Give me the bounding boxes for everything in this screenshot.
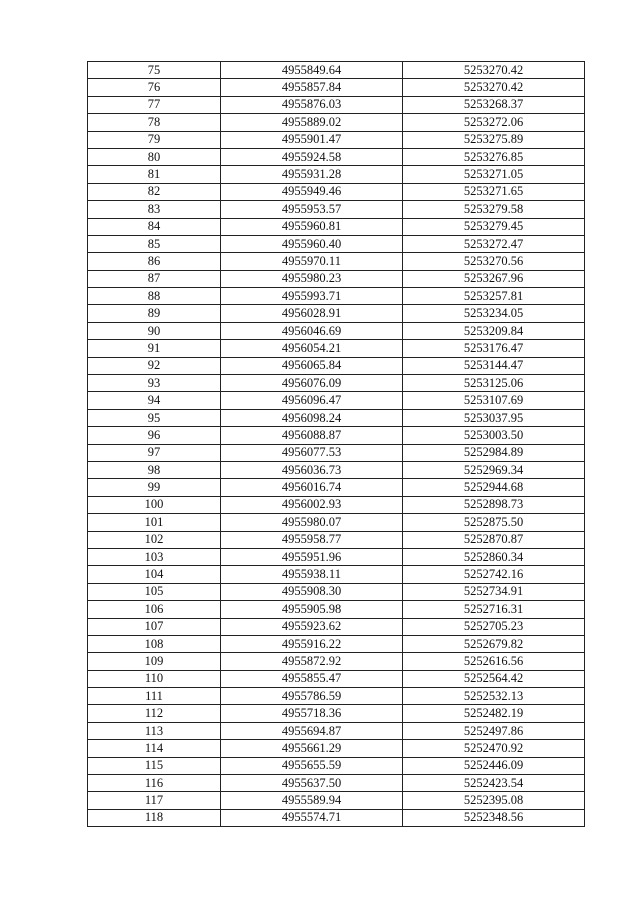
point-number-cell: 117 xyxy=(88,792,221,809)
x-coordinate-cell: 4956036.73 xyxy=(221,461,403,478)
point-number-cell: 98 xyxy=(88,461,221,478)
x-coordinate-cell: 4955637.50 xyxy=(221,775,403,792)
table-row xyxy=(88,166,585,183)
table-row xyxy=(88,461,585,478)
x-coordinate-cell: 4955872.92 xyxy=(221,653,403,670)
y-coordinate-cell: 5252969.34 xyxy=(403,461,585,478)
x-coordinate-cell: 4955718.36 xyxy=(221,705,403,722)
table-row xyxy=(88,444,585,461)
y-coordinate-cell: 5252875.50 xyxy=(403,514,585,531)
y-coordinate-cell: 5252944.68 xyxy=(403,479,585,496)
y-coordinate-cell: 5252860.34 xyxy=(403,548,585,565)
point-number-cell: 86 xyxy=(88,253,221,270)
table-row xyxy=(88,688,585,705)
point-number-cell: 85 xyxy=(88,235,221,252)
point-number-cell: 83 xyxy=(88,201,221,218)
point-number-cell: 101 xyxy=(88,514,221,531)
y-coordinate-cell: 5253037.95 xyxy=(403,409,585,426)
y-coordinate-cell: 5253209.84 xyxy=(403,322,585,339)
x-coordinate-cell: 4955589.94 xyxy=(221,792,403,809)
table-row xyxy=(88,792,585,809)
y-coordinate-cell: 5252742.16 xyxy=(403,566,585,583)
point-number-cell: 109 xyxy=(88,653,221,670)
x-coordinate-cell: 4955923.62 xyxy=(221,618,403,635)
point-number-cell: 91 xyxy=(88,340,221,357)
table-row xyxy=(88,705,585,722)
y-coordinate-cell: 5252446.09 xyxy=(403,757,585,774)
table-row xyxy=(88,757,585,774)
y-coordinate-cell: 5253257.81 xyxy=(403,288,585,305)
table-row xyxy=(88,653,585,670)
x-coordinate-cell: 4955993.71 xyxy=(221,288,403,305)
table-row xyxy=(88,235,585,252)
y-coordinate-cell: 5252348.56 xyxy=(403,809,585,826)
table-row xyxy=(88,201,585,218)
table-row xyxy=(88,670,585,687)
point-number-cell: 77 xyxy=(88,96,221,113)
x-coordinate-cell: 4956002.93 xyxy=(221,496,403,513)
coordinates-table xyxy=(87,61,585,827)
table-row xyxy=(88,322,585,339)
table-row xyxy=(88,740,585,757)
point-number-cell: 115 xyxy=(88,757,221,774)
point-number-cell: 82 xyxy=(88,183,221,200)
table-row xyxy=(88,775,585,792)
x-coordinate-cell: 4956098.24 xyxy=(221,409,403,426)
x-coordinate-cell: 4955901.47 xyxy=(221,131,403,148)
y-coordinate-cell: 5252705.23 xyxy=(403,618,585,635)
x-coordinate-cell: 4955655.59 xyxy=(221,757,403,774)
y-coordinate-cell: 5252564.42 xyxy=(403,670,585,687)
point-number-cell: 113 xyxy=(88,722,221,739)
x-coordinate-cell: 4955889.02 xyxy=(221,114,403,131)
table-row xyxy=(88,548,585,565)
table-row xyxy=(88,305,585,322)
x-coordinate-cell: 4956077.53 xyxy=(221,444,403,461)
y-coordinate-cell: 5253279.45 xyxy=(403,218,585,235)
point-number-cell: 102 xyxy=(88,531,221,548)
y-coordinate-cell: 5253144.47 xyxy=(403,357,585,374)
x-coordinate-cell: 4955960.40 xyxy=(221,235,403,252)
x-coordinate-cell: 4955958.77 xyxy=(221,531,403,548)
table-row xyxy=(88,270,585,287)
point-number-cell: 89 xyxy=(88,305,221,322)
point-number-cell: 93 xyxy=(88,375,221,392)
table-row xyxy=(88,131,585,148)
point-number-cell: 99 xyxy=(88,479,221,496)
point-number-cell: 78 xyxy=(88,114,221,131)
point-number-cell: 105 xyxy=(88,583,221,600)
table-row xyxy=(88,809,585,826)
point-number-cell: 106 xyxy=(88,601,221,618)
y-coordinate-cell: 5252497.86 xyxy=(403,722,585,739)
point-number-cell: 94 xyxy=(88,392,221,409)
y-coordinate-cell: 5252734.91 xyxy=(403,583,585,600)
y-coordinate-cell: 5252616.56 xyxy=(403,653,585,670)
table-row xyxy=(88,531,585,548)
table-row xyxy=(88,618,585,635)
table-row xyxy=(88,496,585,513)
point-number-cell: 80 xyxy=(88,148,221,165)
y-coordinate-cell: 5252470.92 xyxy=(403,740,585,757)
y-coordinate-cell: 5252679.82 xyxy=(403,635,585,652)
point-number-cell: 81 xyxy=(88,166,221,183)
y-coordinate-cell: 5253270.56 xyxy=(403,253,585,270)
x-coordinate-cell: 4955951.96 xyxy=(221,548,403,565)
point-number-cell: 92 xyxy=(88,357,221,374)
table-row xyxy=(88,635,585,652)
y-coordinate-cell: 5252716.31 xyxy=(403,601,585,618)
table-row xyxy=(88,392,585,409)
table-row xyxy=(88,114,585,131)
point-number-cell: 108 xyxy=(88,635,221,652)
x-coordinate-cell: 4955970.11 xyxy=(221,253,403,270)
y-coordinate-cell: 5253234.05 xyxy=(403,305,585,322)
point-number-cell: 95 xyxy=(88,409,221,426)
point-number-cell: 88 xyxy=(88,288,221,305)
point-number-cell: 87 xyxy=(88,270,221,287)
point-number-cell: 75 xyxy=(88,62,221,79)
point-number-cell: 96 xyxy=(88,427,221,444)
x-coordinate-cell: 4955960.81 xyxy=(221,218,403,235)
point-number-cell: 79 xyxy=(88,131,221,148)
table-row xyxy=(88,514,585,531)
table-row xyxy=(88,479,585,496)
x-coordinate-cell: 4955949.46 xyxy=(221,183,403,200)
point-number-cell: 116 xyxy=(88,775,221,792)
x-coordinate-cell: 4955980.07 xyxy=(221,514,403,531)
point-number-cell: 103 xyxy=(88,548,221,565)
table-row xyxy=(88,79,585,96)
point-number-cell: 114 xyxy=(88,740,221,757)
y-coordinate-cell: 5253176.47 xyxy=(403,340,585,357)
x-coordinate-cell: 4955876.03 xyxy=(221,96,403,113)
table-row xyxy=(88,601,585,618)
x-coordinate-cell: 4955908.30 xyxy=(221,583,403,600)
x-coordinate-cell: 4956016.74 xyxy=(221,479,403,496)
y-coordinate-cell: 5253272.47 xyxy=(403,235,585,252)
y-coordinate-cell: 5253107.69 xyxy=(403,392,585,409)
x-coordinate-cell: 4956088.87 xyxy=(221,427,403,444)
table-row xyxy=(88,427,585,444)
y-coordinate-cell: 5253270.42 xyxy=(403,79,585,96)
point-number-cell: 118 xyxy=(88,809,221,826)
table-row xyxy=(88,218,585,235)
x-coordinate-cell: 4955857.84 xyxy=(221,79,403,96)
x-coordinate-cell: 4955980.23 xyxy=(221,270,403,287)
table-row xyxy=(88,288,585,305)
table-row xyxy=(88,62,585,79)
point-number-cell: 111 xyxy=(88,688,221,705)
y-coordinate-cell: 5253268.37 xyxy=(403,96,585,113)
table-row xyxy=(88,183,585,200)
table-row xyxy=(88,148,585,165)
y-coordinate-cell: 5253003.50 xyxy=(403,427,585,444)
point-number-cell: 84 xyxy=(88,218,221,235)
point-number-cell: 112 xyxy=(88,705,221,722)
x-coordinate-cell: 4955849.64 xyxy=(221,62,403,79)
x-coordinate-cell: 4955953.57 xyxy=(221,201,403,218)
table-row xyxy=(88,253,585,270)
y-coordinate-cell: 5253279.58 xyxy=(403,201,585,218)
x-coordinate-cell: 4955931.28 xyxy=(221,166,403,183)
x-coordinate-cell: 4955694.87 xyxy=(221,722,403,739)
x-coordinate-cell: 4955786.59 xyxy=(221,688,403,705)
y-coordinate-cell: 5253125.06 xyxy=(403,375,585,392)
y-coordinate-cell: 5253271.65 xyxy=(403,183,585,200)
y-coordinate-cell: 5252395.08 xyxy=(403,792,585,809)
x-coordinate-cell: 4955938.11 xyxy=(221,566,403,583)
table-row xyxy=(88,340,585,357)
y-coordinate-cell: 5253270.42 xyxy=(403,62,585,79)
x-coordinate-cell: 4956096.47 xyxy=(221,392,403,409)
y-coordinate-cell: 5252984.89 xyxy=(403,444,585,461)
y-coordinate-cell: 5252870.87 xyxy=(403,531,585,548)
x-coordinate-cell: 4955574.71 xyxy=(221,809,403,826)
x-coordinate-cell: 4956028.91 xyxy=(221,305,403,322)
y-coordinate-cell: 5252898.73 xyxy=(403,496,585,513)
point-number-cell: 104 xyxy=(88,566,221,583)
table-row xyxy=(88,583,585,600)
x-coordinate-cell: 4955916.22 xyxy=(221,635,403,652)
x-coordinate-cell: 4955905.98 xyxy=(221,601,403,618)
coordinates-table-body xyxy=(88,62,585,827)
x-coordinate-cell: 4955661.29 xyxy=(221,740,403,757)
table-row xyxy=(88,722,585,739)
point-number-cell: 100 xyxy=(88,496,221,513)
point-number-cell: 107 xyxy=(88,618,221,635)
x-coordinate-cell: 4956054.21 xyxy=(221,340,403,357)
y-coordinate-cell: 5252532.13 xyxy=(403,688,585,705)
table-row xyxy=(88,357,585,374)
y-coordinate-cell: 5253267.96 xyxy=(403,270,585,287)
y-coordinate-cell: 5252482.19 xyxy=(403,705,585,722)
point-number-cell: 90 xyxy=(88,322,221,339)
y-coordinate-cell: 5252423.54 xyxy=(403,775,585,792)
y-coordinate-cell: 5253275.89 xyxy=(403,131,585,148)
table-row xyxy=(88,409,585,426)
point-number-cell: 76 xyxy=(88,79,221,96)
x-coordinate-cell: 4956065.84 xyxy=(221,357,403,374)
point-number-cell: 97 xyxy=(88,444,221,461)
table-row xyxy=(88,566,585,583)
point-number-cell: 110 xyxy=(88,670,221,687)
x-coordinate-cell: 4955855.47 xyxy=(221,670,403,687)
y-coordinate-cell: 5253276.85 xyxy=(403,148,585,165)
y-coordinate-cell: 5253271.05 xyxy=(403,166,585,183)
table-row xyxy=(88,375,585,392)
table-row xyxy=(88,96,585,113)
x-coordinate-cell: 4956076.09 xyxy=(221,375,403,392)
x-coordinate-cell: 4955924.58 xyxy=(221,148,403,165)
x-coordinate-cell: 4956046.69 xyxy=(221,322,403,339)
y-coordinate-cell: 5253272.06 xyxy=(403,114,585,131)
